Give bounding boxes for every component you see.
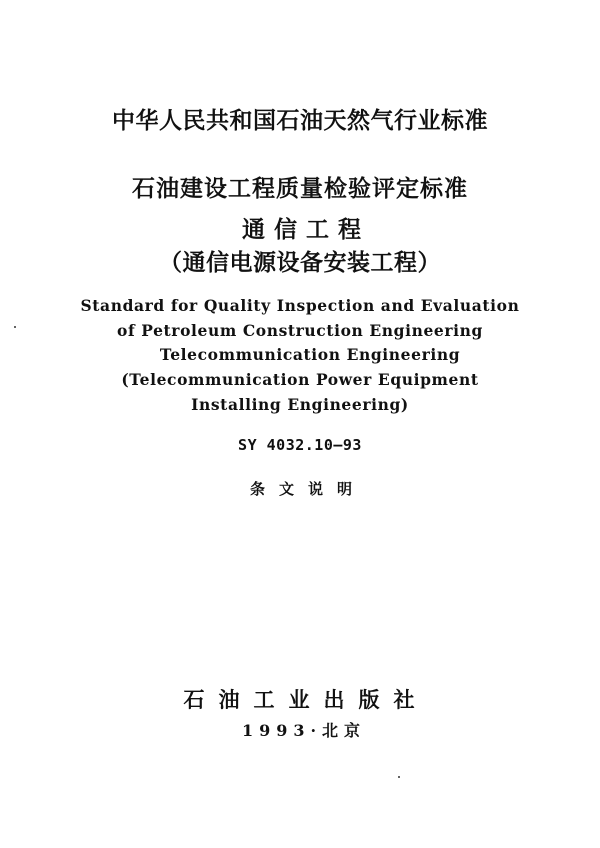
english-title-line-3: Telecommunication Engineering — [159, 345, 461, 364]
chinese-subtitle-parenthetical: （通信电源设备安装工程） — [159, 249, 441, 276]
chinese-subtitle: 通信工程 — [242, 216, 370, 243]
scan-speck — [14, 326, 16, 328]
publication-date-place: 1993·北京 — [241, 721, 367, 740]
publisher-name: 石油工业出版社 — [183, 687, 429, 712]
english-title-line-1: Standard for Quality Inspection and Evaluation — [80, 296, 520, 315]
chinese-title: 石油建设工程质量检验评定标准 — [132, 175, 468, 202]
english-title-line-4: (Telecommunication Power Equipment — [121, 370, 479, 389]
industry-standard-heading: 中华人民共和国石油天然气行业标准 — [112, 107, 488, 134]
english-title-line-5: Installing Engineering) — [191, 395, 409, 414]
english-title-line-2: of Petroleum Construction Engineering — [117, 321, 483, 340]
standard-code: SY 4032.10—93 — [238, 436, 362, 454]
scan-speck — [398, 776, 400, 778]
section-label: 条文说明 — [249, 480, 366, 498]
